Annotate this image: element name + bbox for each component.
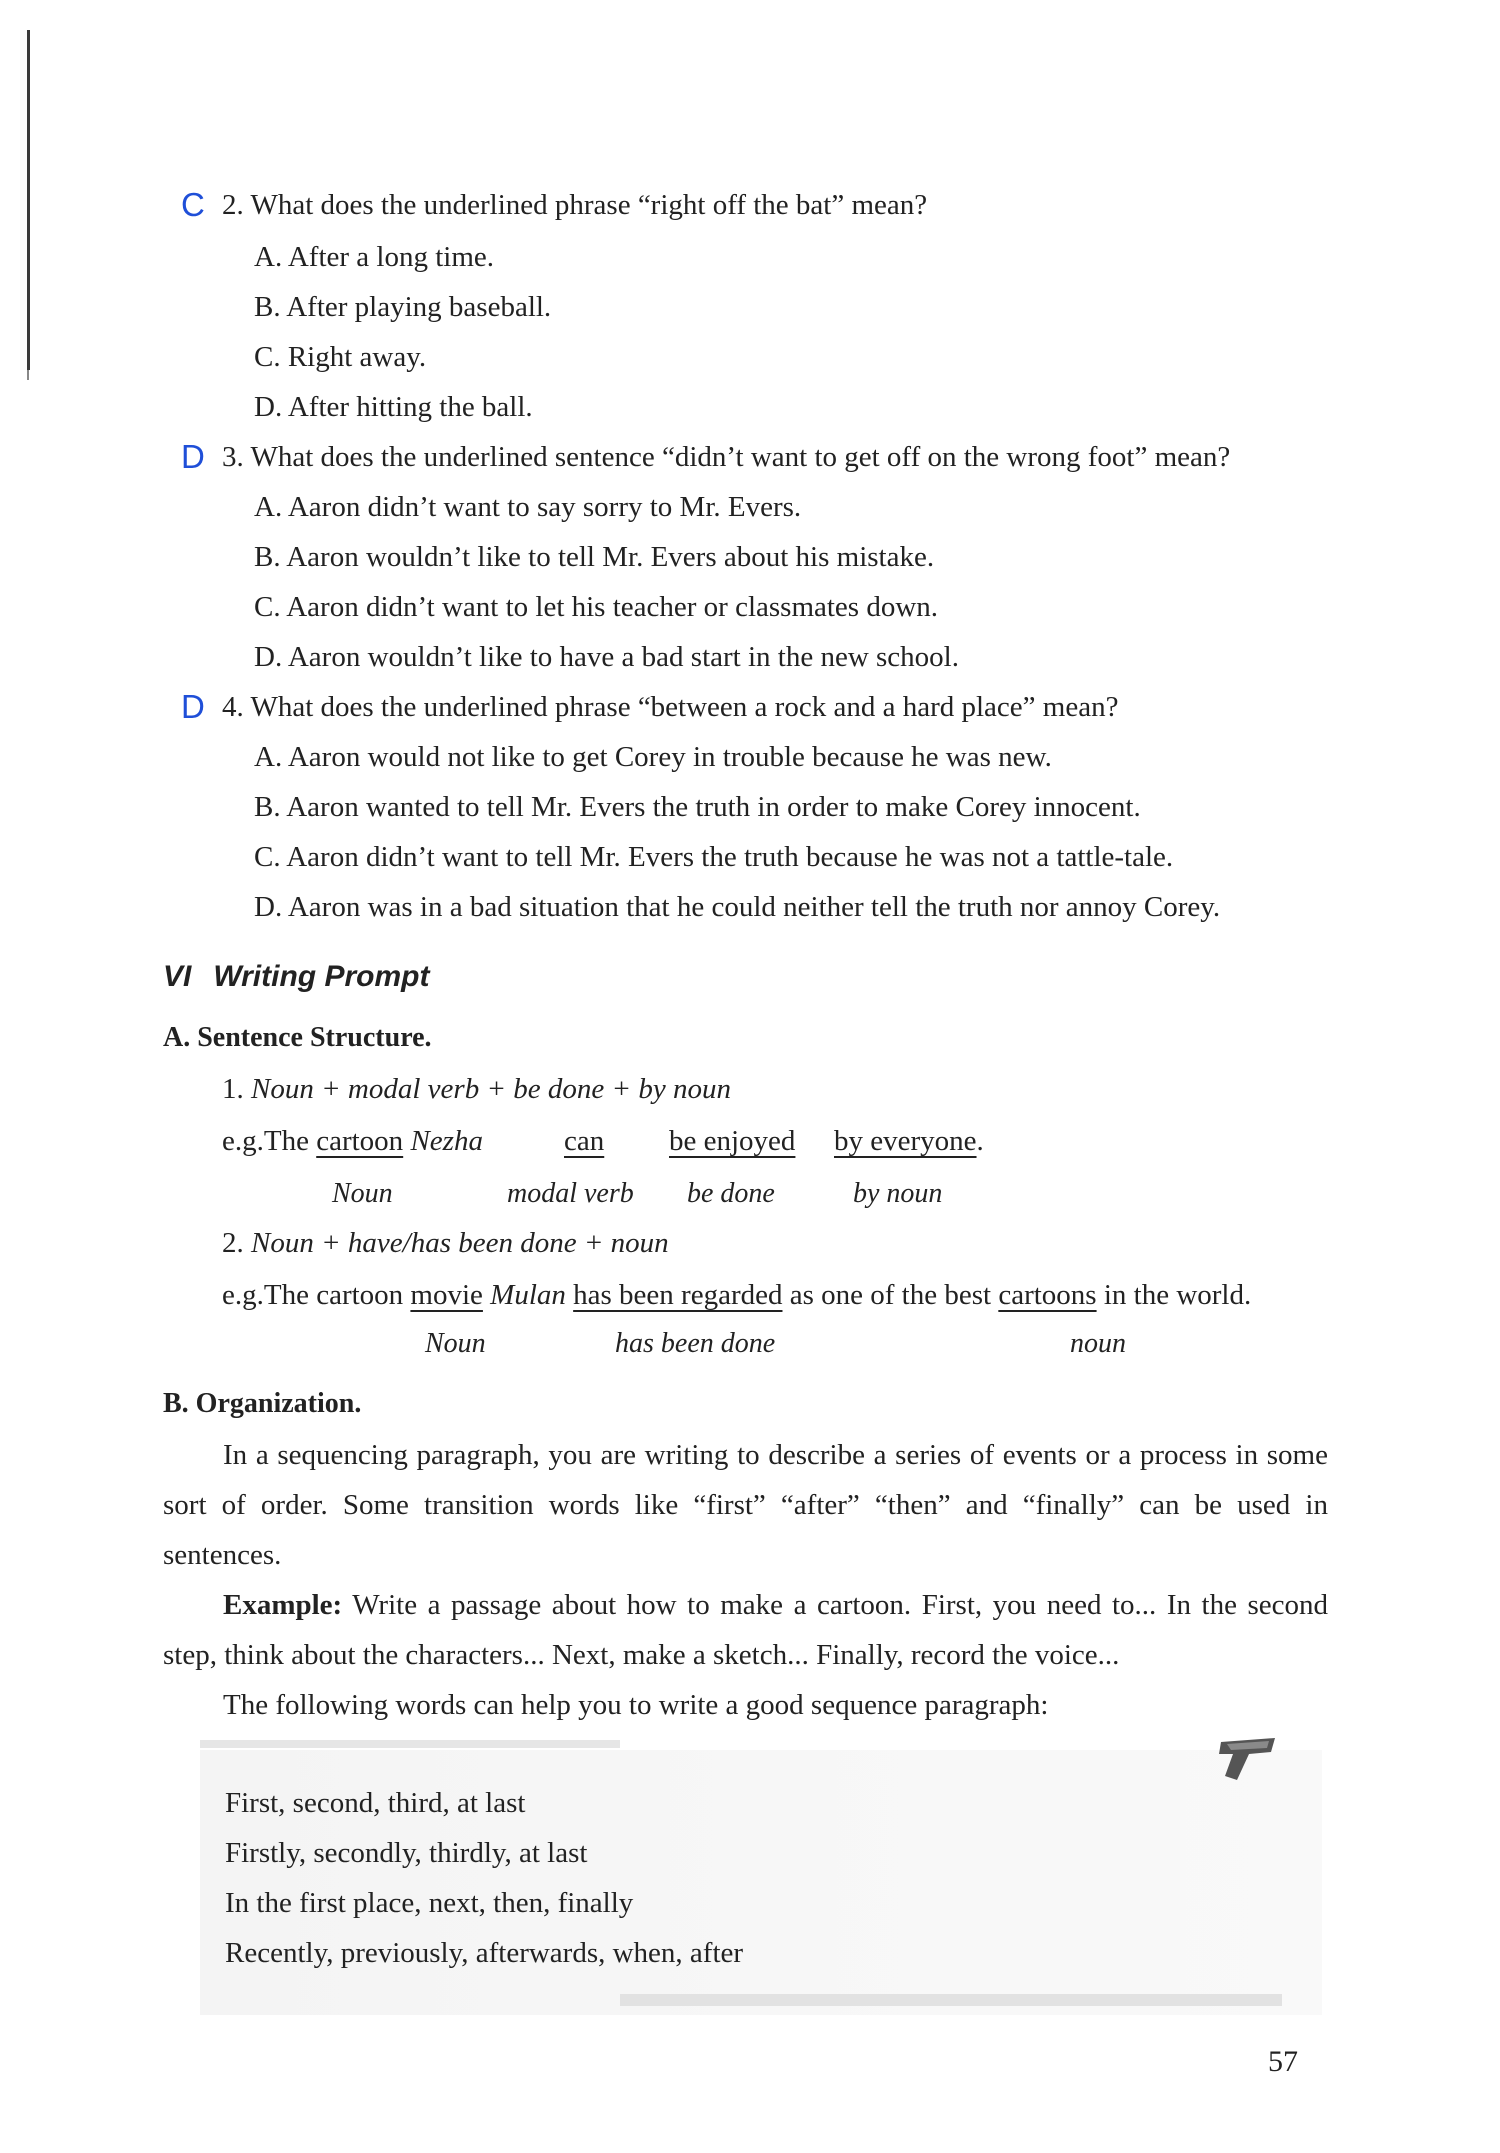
option-c: C. Aaron didn’t want to let his teacher or classmates down. — [254, 591, 939, 623]
example-done: has been regarded — [573, 1279, 783, 1311]
example-2-sentence — [222, 1270, 1251, 1320]
example-label: Example: — [223, 1589, 343, 1621]
example-end: in the world. — [1096, 1279, 1252, 1311]
section-heading — [163, 960, 451, 994]
option-c: C. Right away. — [254, 341, 427, 373]
example-noun: cartoon — [316, 1125, 404, 1157]
pattern-number: 2. — [222, 1227, 251, 1259]
option-a: A. Aaron didn’t want to say sorry to Mr. Evers. — [254, 491, 802, 523]
example-end: . — [976, 1125, 984, 1157]
label-has-been-done: has been done — [615, 1328, 776, 1359]
answer-letter: D — [181, 438, 205, 475]
label-noun-2: noun — [1070, 1328, 1126, 1359]
page-edge-mark — [27, 370, 29, 380]
word-box-item: In the first place, next, then, finally — [225, 1887, 634, 1919]
example-modal — [564, 1116, 604, 1166]
label-modal-verb: modal verb — [507, 1178, 634, 1209]
question-text: 2. What does the underlined phrase “right off the bat” mean? — [222, 189, 928, 221]
label-be-done: be done — [687, 1178, 775, 1209]
example-title: Nezha — [410, 1125, 483, 1157]
option-b: B. After playing baseball. — [254, 291, 552, 323]
option-b: B. Aaron wanted to tell Mr. Evers the truth in order to make Corey innocent. — [254, 791, 1141, 823]
example-by-noun — [834, 1116, 984, 1166]
word-box-item: First, second, third, at last — [225, 1787, 526, 1819]
example-1-sentence — [222, 1116, 483, 1166]
answer-letter: C — [181, 186, 205, 223]
option-d: D. Aaron was in a bad situation that he could neither tell the truth nor annoy Corey. — [254, 891, 1221, 923]
page-number: 57 — [1268, 2045, 1298, 2078]
word-box-top-edge — [200, 1740, 620, 1748]
label-by-noun: by noun — [853, 1178, 943, 1209]
section-number: VI — [163, 960, 192, 993]
example-noun2: cartoons — [998, 1279, 1097, 1311]
lead-sentence: The following words can help you to write a good sequence paragraph: — [223, 1689, 1049, 1721]
section-title: Writing Prompt — [213, 960, 430, 993]
example-modal-text: can — [564, 1125, 605, 1157]
word-box-item: Recently, previously, afterwards, when, after — [225, 1937, 744, 1969]
option-d: D. Aaron wouldn’t like to have a bad start in the new school. — [254, 641, 959, 673]
example-paragraph — [163, 1580, 1328, 1680]
sentence-structure-heading: A. Sentence Structure. — [163, 1022, 432, 1053]
example-text: Write a passage about how to make a cartoon. First, you need to... In the second step, think about the characters... Next, make a sketch... Finally, record the voice... — [163, 1589, 1328, 1671]
option-d: D. After hitting the ball. — [254, 391, 533, 423]
option-b: B. Aaron wouldn’t like to tell Mr. Evers about his mistake. — [254, 541, 935, 573]
option-a: A. Aaron would not like to get Corey in trouble because he was new. — [254, 741, 1052, 773]
page-edge-line — [27, 30, 30, 370]
organization-paragraph: In a sequencing paragraph, you are writing to describe a series of events or a process in some sort of order. Some transition words like “first” “after” “then” and “finally” can be used in sentences. — [163, 1439, 1328, 1571]
option-a: A. After a long time. — [254, 241, 495, 273]
option-c: C. Aaron didn’t want to tell Mr. Evers the truth because he was not a tattle-tale. — [254, 841, 1174, 873]
word-box-bottom-edge — [620, 1994, 1282, 2006]
pattern-number: 1. — [222, 1073, 251, 1105]
label-noun: Noun — [425, 1328, 486, 1359]
pattern-formula: Noun + have/has been done + noun — [251, 1227, 669, 1259]
label-noun: Noun — [332, 1178, 393, 1209]
pattern-2 — [222, 1218, 669, 1268]
question-text: 3. What does the underlined sentence “didn’t want to get off on the wrong foot” mean? — [222, 441, 1231, 473]
pattern-formula: Noun + modal verb + be done + by noun — [251, 1073, 731, 1105]
pen-nib-icon — [1213, 1728, 1283, 1793]
answer-letter: D — [181, 688, 205, 725]
example-prefix: e.g.The cartoon — [222, 1279, 411, 1311]
example-noun: movie — [410, 1279, 483, 1311]
question-text: 4. What does the underlined phrase “between a rock and a hard place” mean? — [222, 691, 1119, 723]
example-done-text: be enjoyed — [669, 1125, 796, 1157]
organization-heading: B. Organization. — [163, 1388, 362, 1419]
example-mid: as one of the best — [782, 1279, 999, 1311]
example-title: Mulan — [490, 1279, 566, 1311]
pattern-1 — [222, 1064, 731, 1114]
example-by-text: by everyone — [834, 1125, 977, 1157]
example-be-done — [669, 1116, 795, 1166]
example-prefix: e.g.The — [222, 1125, 317, 1157]
word-box-item: Firstly, secondly, thirdly, at last — [225, 1837, 588, 1869]
